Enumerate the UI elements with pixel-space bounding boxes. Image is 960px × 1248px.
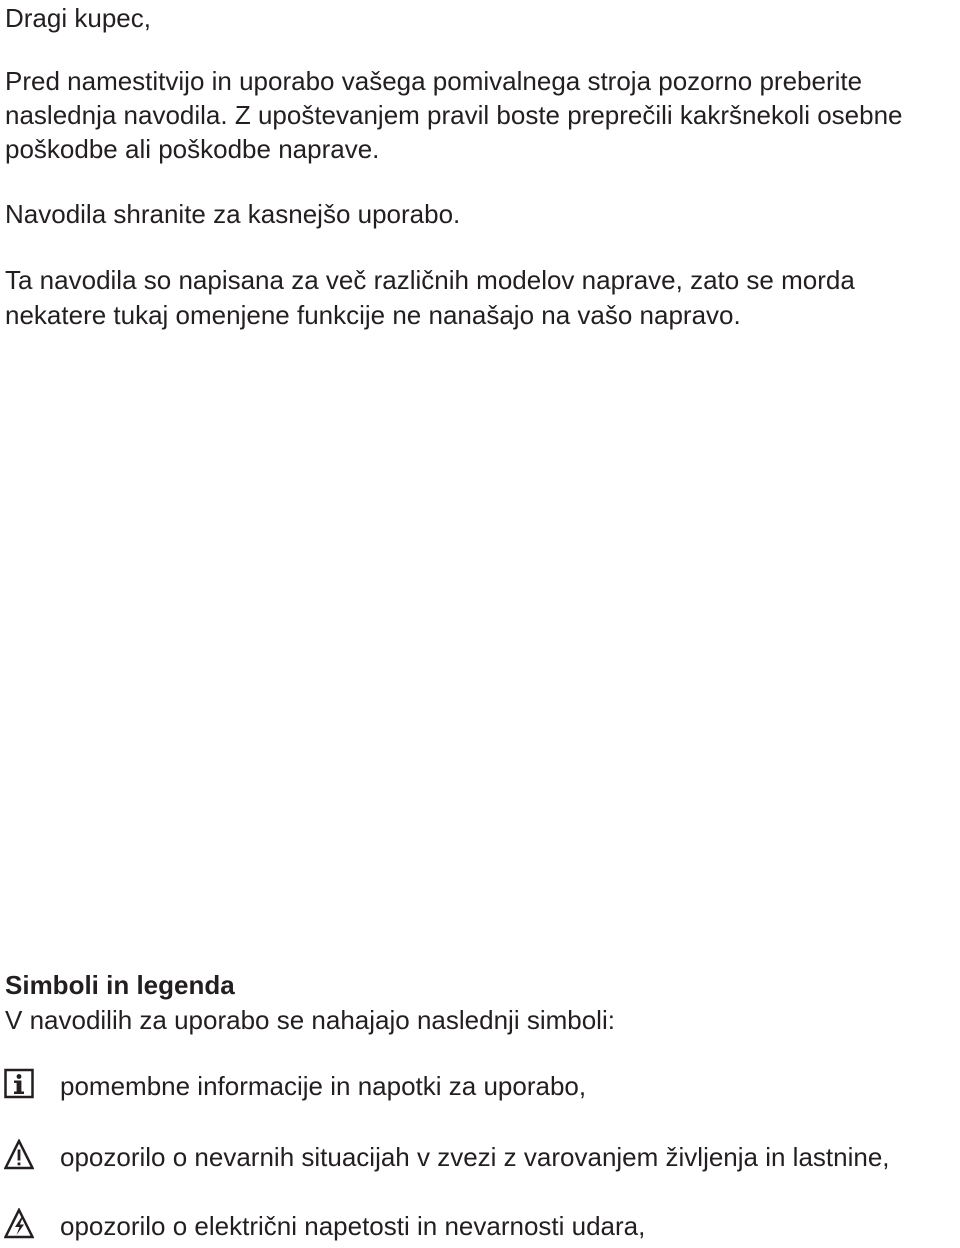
legend-item-electric [0,1208,960,1248]
models-note-line-1: Ta navodila so napisana za več različnih modelov naprave, zato se morda [5,265,855,295]
legend-text-warning: opozorilo o nevarnih situacijah v zvezi z varovanjem življenja in lastnine, [60,1142,890,1172]
warning-icon [4,1139,34,1173]
intro-paragraph-line-2: naslednja navodila. Z upoštevanjem pravil boste preprečili kakršnekoli osebne [5,100,903,130]
legend-item-info [0,1068,960,1108]
legend-text-electric: opozorilo o električni napetosti in nevarnosti udara, [60,1211,646,1241]
legend-item-warning [0,1139,960,1179]
intro-paragraph-line-3: poškodbe ali poškodbe naprave. [5,134,380,164]
electric-shock-icon [4,1208,34,1242]
greeting: Dragi kupec, [5,3,151,33]
info-icon [4,1068,34,1102]
symbols-heading: Simboli in legenda [5,970,235,1000]
storage-note: Navodila shranite za kasnejšo uporabo. [5,199,461,229]
symbols-intro: V navodilih za uporabo se nahajajo naslednji simboli: [5,1005,615,1035]
intro-paragraph-line-1: Pred namestitvijo in uporabo vašega pomivalnega stroja pozorno preberite [5,66,863,96]
legend-text-info: pomembne informacije in napotki za uporabo, [60,1071,587,1101]
models-note-line-2: nekatere tukaj omenjene funkcije ne nanašajo na vašo napravo. [5,300,741,330]
